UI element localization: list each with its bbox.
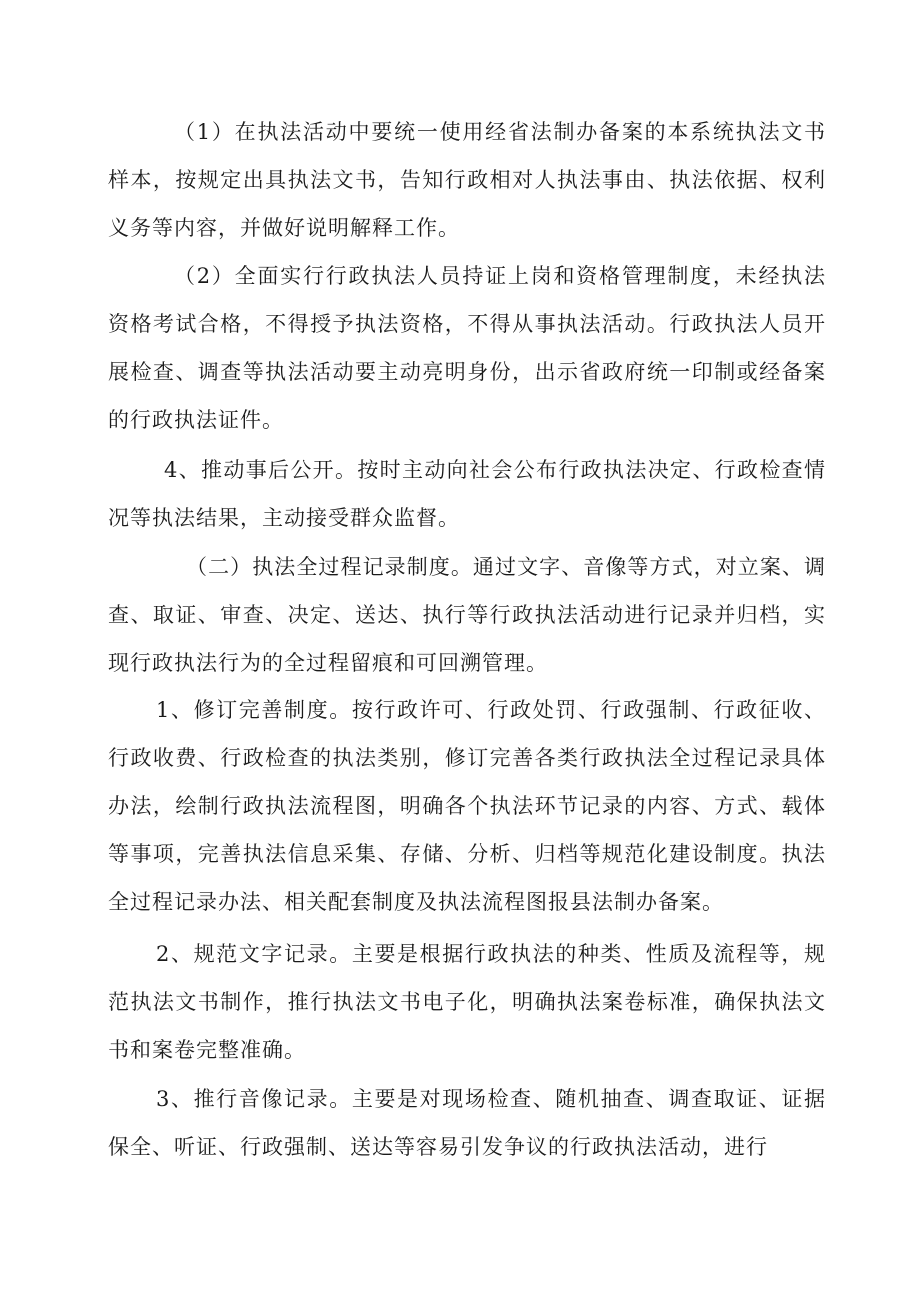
- paragraph-item-1-revise-system: 1、修订完善制度。按行政许可、行政处罚、行政强制、行政征收、行政收费、行政检查的执法类别，修订完善各类行政执法全过程记录具体办法，绘制行政执法流程图，明确各个执法环节记录的内容、方式、载体等事项，完善执法信息采集、存储、分析、归档等规范化建设制度。执法全过程记录办法、相关配套制度及执法流程图报县法制办备案。: [108, 698, 826, 914]
- paragraph-section-2-full-process-recording: （二）执法全过程记录制度。通过文字、音像等方式，对立案、调查、取证、审查、决定、送达、执行等行政执法活动进行记录并归档，实现行政执法行为的全过程留痕和可回溯管理。: [108, 555, 826, 675]
- paragraph-item-1-document-format: （1）在执法活动中要统一使用经省法制办备案的本系统执法文书样本，按规定出具执法文书，告知行政相对人执法事由、执法依据、权利义务等内容，并做好说明解释工作。: [108, 120, 826, 240]
- paragraph-item-2-text-records: 2、规范文字记录。主要是根据行政执法的种类、性质及流程等，规范执法文书制作，推行执法文书电子化，明确执法案卷标准，确保执法文书和案卷完整准确。: [108, 942, 826, 1062]
- paragraph-item-4-post-disclosure: 4、推动事后公开。按时主动向社会公布行政执法决定、行政检查情况等执法结果，主动接受群众监督。: [108, 458, 826, 530]
- paragraph-item-2-certification: （2）全面实行行政执法人员持证上岗和资格管理制度，未经执法资格考试合格，不得授予执法资格，不得从事执法活动。行政执法人员开展检查、调查等执法活动要主动亮明身份，出示省政府统一印制或经备案的行政执法证件。: [108, 264, 826, 432]
- paragraph-item-3-audio-video-records: 3、推行音像记录。主要是对现场检查、随机抽查、调查取证、证据保全、听证、行政强制、送达等容易引发争议的行政执法活动，进行: [108, 1087, 826, 1159]
